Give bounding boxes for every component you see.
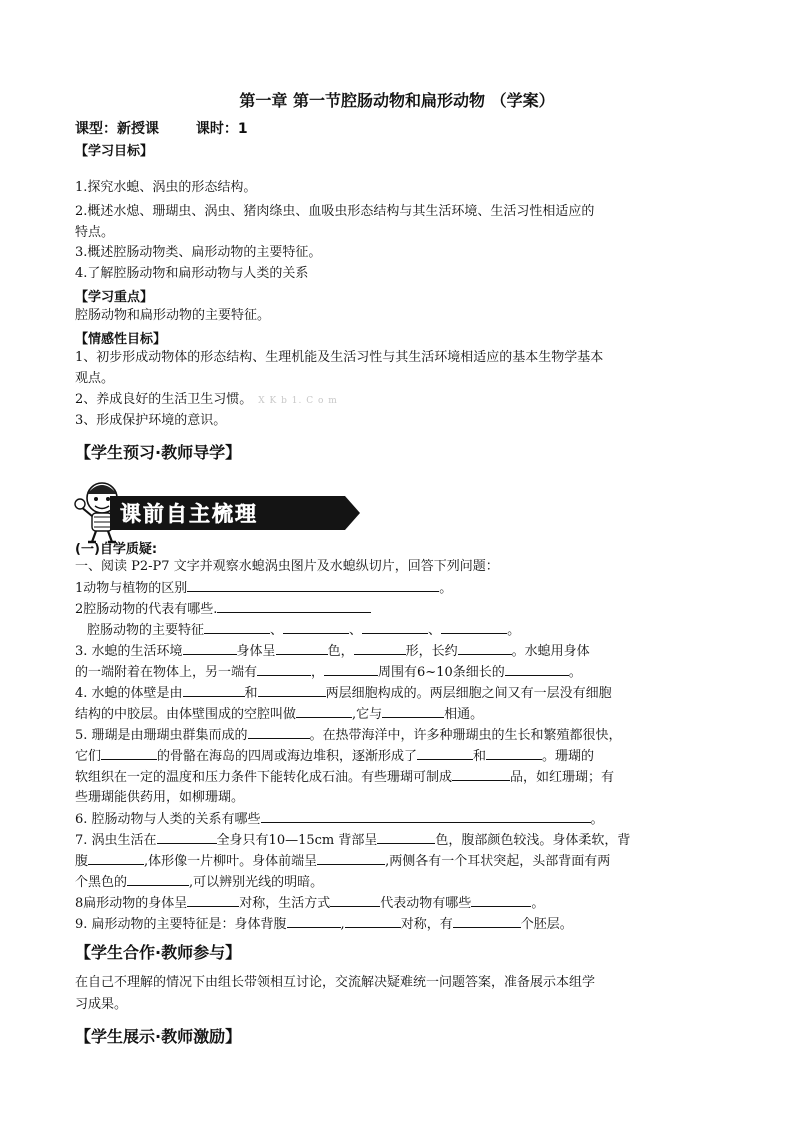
answer-blank[interactable]: [157, 829, 217, 844]
objective-item: 特点。: [75, 225, 115, 240]
answer-blank[interactable]: [88, 850, 144, 865]
question-7-cont: 腹 ,体形像一片柳叶。身体前端呈 ,两侧各有一个耳状突起，头部背面有两: [75, 850, 725, 872]
answer-blank[interactable]: [183, 640, 237, 655]
question-2b: 腔肠动物的主要特征 、 、 、 。: [87, 619, 737, 641]
objectives-heading: 【学习目标】: [75, 144, 154, 159]
watermark: X K b 1. C o m: [258, 396, 338, 406]
answer-blank[interactable]: [486, 745, 542, 760]
answer-blank[interactable]: [441, 619, 507, 634]
answer-blank[interactable]: [261, 808, 591, 823]
banner: [72, 476, 302, 546]
answer-blank[interactable]: [458, 640, 512, 655]
answer-blank[interactable]: [377, 829, 435, 844]
question-2: 2腔肠动物的代表有哪些.: [75, 598, 725, 620]
lesson-meta: [75, 118, 280, 138]
question-5-cont2: 软组织在一定的温度和压力条件下能转化成石油。有些珊瑚可制成 品，如红珊瑚；有: [75, 766, 725, 788]
answer-blank[interactable]: [183, 682, 245, 697]
answer-blank[interactable]: [505, 661, 569, 676]
answer-blank[interactable]: [283, 619, 349, 634]
page-title: 第一章 第一节腔肠动物和扁形动物 （学案）: [239, 91, 555, 110]
question-1: 1动物与植物的区别 。: [75, 577, 725, 599]
answer-blank[interactable]: [317, 850, 385, 865]
answer-blank[interactable]: [453, 913, 521, 928]
question-6: 6. 腔肠动物与人类的关系有哪些 。: [75, 808, 725, 830]
question-3-cont: 的一端附着在物体上，另一端有 ， 周围有6~10条细长的 。: [75, 661, 725, 683]
banner-title: 课前自主梳理: [120, 502, 258, 526]
question-4: 4. 水螅的体壁是由 和 两层细胞构成的。两层细胞之间又有一层没有细胞: [75, 682, 725, 704]
cooperate-text: 习成果。: [75, 997, 128, 1012]
section-show-heading: 【学生展示·教师激励】: [75, 1027, 242, 1046]
section-cooperate-heading: 【学生合作·教师参与】: [75, 943, 242, 962]
answer-blank[interactable]: [187, 892, 239, 907]
affective-item: 3、形成保护环境的意识。: [75, 413, 227, 428]
question-3: 3. 水螅的生活环境 身体呈 色， 形，长约 。水螅用身体: [75, 640, 725, 662]
question-9: 9. 扁形动物的主要特征是：身体背腹 , 对称，有 个胚层。: [75, 913, 725, 935]
cooperate-text: 在自己不理解的情况下由组长带领相互讨论，交流解决疑难统一问题答案，准备展示本组学: [75, 975, 596, 990]
question-5-cont3: 些珊瑚能供药用，如柳珊瑚。: [75, 790, 245, 805]
answer-blank[interactable]: [296, 703, 352, 718]
affective-heading: 【情感性目标】: [75, 332, 167, 347]
answer-blank[interactable]: [204, 619, 270, 634]
affective-item: 2、养成良好的生活卫生习惯。: [75, 392, 253, 407]
section-preview-heading: 【学生预习·教师导学】: [75, 443, 242, 462]
selfstudy-intro: 一、阅读 P2-P7 文字并观察水螅涡虫图片及水螅纵切片，回答下列问题：: [75, 559, 499, 574]
answer-blank[interactable]: [330, 892, 380, 907]
question-5: 5. 珊瑚是由珊瑚虫群集而成的 。在热带海洋中，许多种珊瑚虫的生长和繁殖都很快，: [75, 724, 725, 746]
answer-blank[interactable]: [257, 661, 311, 676]
question-7: 7. 涡虫生活在 全身只有10—15cm 背部呈 色，腹部颜色较浅。身体柔软，背: [75, 829, 725, 851]
affective-item-line: [75, 389, 725, 412]
objective-item: 4.了解腔肠动物和扁形动物与人类的关系: [75, 266, 309, 281]
question-4-cont: 结构的中胶层。由体壁围成的空腔叫做 ,它与 相通。: [75, 703, 725, 725]
answer-blank[interactable]: [354, 640, 406, 655]
answer-blank[interactable]: [258, 682, 326, 697]
answer-blank[interactable]: [324, 661, 378, 676]
affective-item: 1、初步形成动物体的形态结构、生理机能及生活习性与其生活环境相适应的基本生物学基本: [75, 350, 604, 365]
answer-blank[interactable]: [217, 598, 371, 613]
answer-blank[interactable]: [471, 892, 531, 907]
answer-blank[interactable]: [417, 745, 473, 760]
focus-heading: 【学习重点】: [75, 290, 154, 305]
affective-item: 观点。: [75, 371, 115, 386]
question-5-cont: 它们 的骨骼在海岛的四周或海边堆积，逐渐形成了 和 。珊瑚的: [75, 745, 725, 767]
lesson-hours: 课时：1: [195, 121, 248, 137]
selfstudy-heading: (一)自学质疑:: [75, 542, 158, 557]
answer-blank[interactable]: [127, 871, 189, 886]
answer-blank[interactable]: [276, 640, 328, 655]
question-7-cont2: 个黑色的 ,可以辨别光线的明暗。: [75, 871, 725, 893]
answer-blank[interactable]: [452, 766, 510, 781]
answer-blank[interactable]: [101, 745, 157, 760]
answer-blank[interactable]: [345, 913, 401, 928]
answer-blank[interactable]: [248, 724, 310, 739]
answer-blank[interactable]: [382, 703, 444, 718]
objective-item: 1.探究水螅、涡虫的形态结构。: [75, 180, 257, 195]
lesson-type: 课型：新授课: [75, 121, 159, 137]
question-8: 8扁形动物的身体呈 对称，生活方式 代表动物有哪些 。: [75, 892, 725, 914]
focus-text: 腔肠动物和扁形动物的主要特征。: [75, 308, 271, 323]
answer-blank[interactable]: [362, 619, 428, 634]
objective-item: 2.概述水熄、珊瑚虫、涡虫、猪肉绦虫、血吸虫形态结构与其生活环境、生活习性相适应的: [75, 204, 595, 219]
answer-blank[interactable]: [287, 913, 341, 928]
objective-item: 3.概述腔肠动物类、扁形动物的主要特征。: [75, 245, 322, 260]
answer-blank[interactable]: [187, 577, 439, 592]
